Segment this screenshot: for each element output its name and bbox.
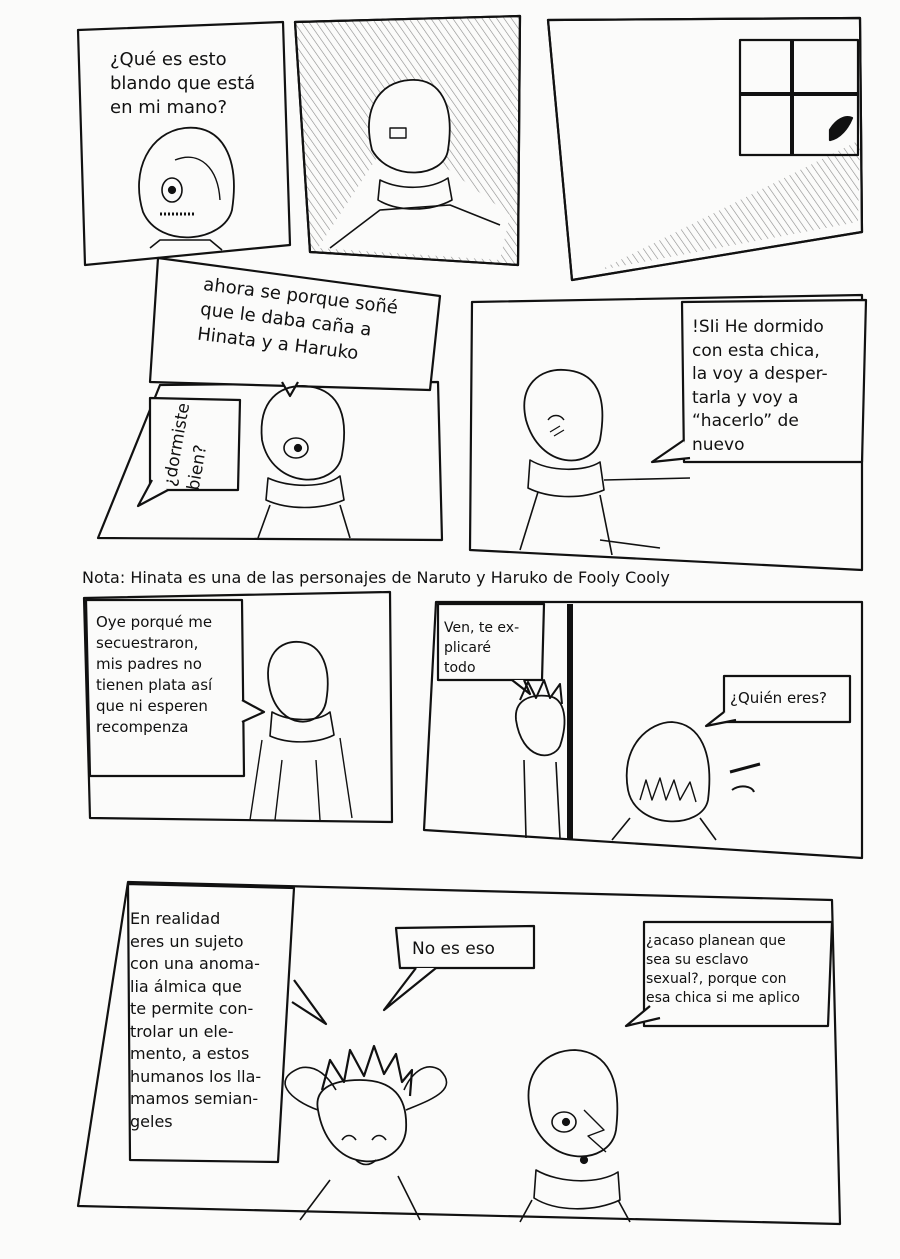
speech-bubble-panel-8-mid: No es eso — [412, 939, 495, 959]
panel-3 — [548, 18, 862, 280]
panel-2 — [295, 16, 520, 265]
speech-bubble-panel-5: !SIi He dormido con esta chica, la voy a desper- tarla y voy a “hacerlo” de nuevo — [692, 317, 828, 455]
speech-bubble-panel-6: Oye porqué me secuestraron, mis padres no tienen plata así que ni esperen recompenza — [96, 613, 213, 736]
speech-bubble-panel-7-right: ¿Quién eres? — [730, 689, 828, 707]
speech-bubble-panel-7-left: Ven, te ex- plicaré todo — [444, 620, 520, 676]
speech-bubble-panel-1: ¿Qué es esto blando que está en mi mano? — [110, 49, 256, 118]
speech-bubble-panel-8-left: En realidad eres un sujeto con una anoma- lia álmica que te permite con- trolar un ele- mento, a estos humanos los lla- mamos semian- geles — [130, 909, 262, 1131]
caption-panel-4: ahora se porque soñé que le daba caña a Hinata y a Haruko — [196, 273, 400, 365]
speech-bubble-panel-8-right: ¿acaso planean que sea su esclavo sexual?, porque con esa chica si me aplico — [646, 933, 800, 1006]
speech-bubble-panel-4: ¿dormiste bien? — [159, 401, 212, 492]
author-note: Nota: Hinata es una de las personajes de Naruto y Haruko de Fooly Cooly — [82, 568, 670, 587]
